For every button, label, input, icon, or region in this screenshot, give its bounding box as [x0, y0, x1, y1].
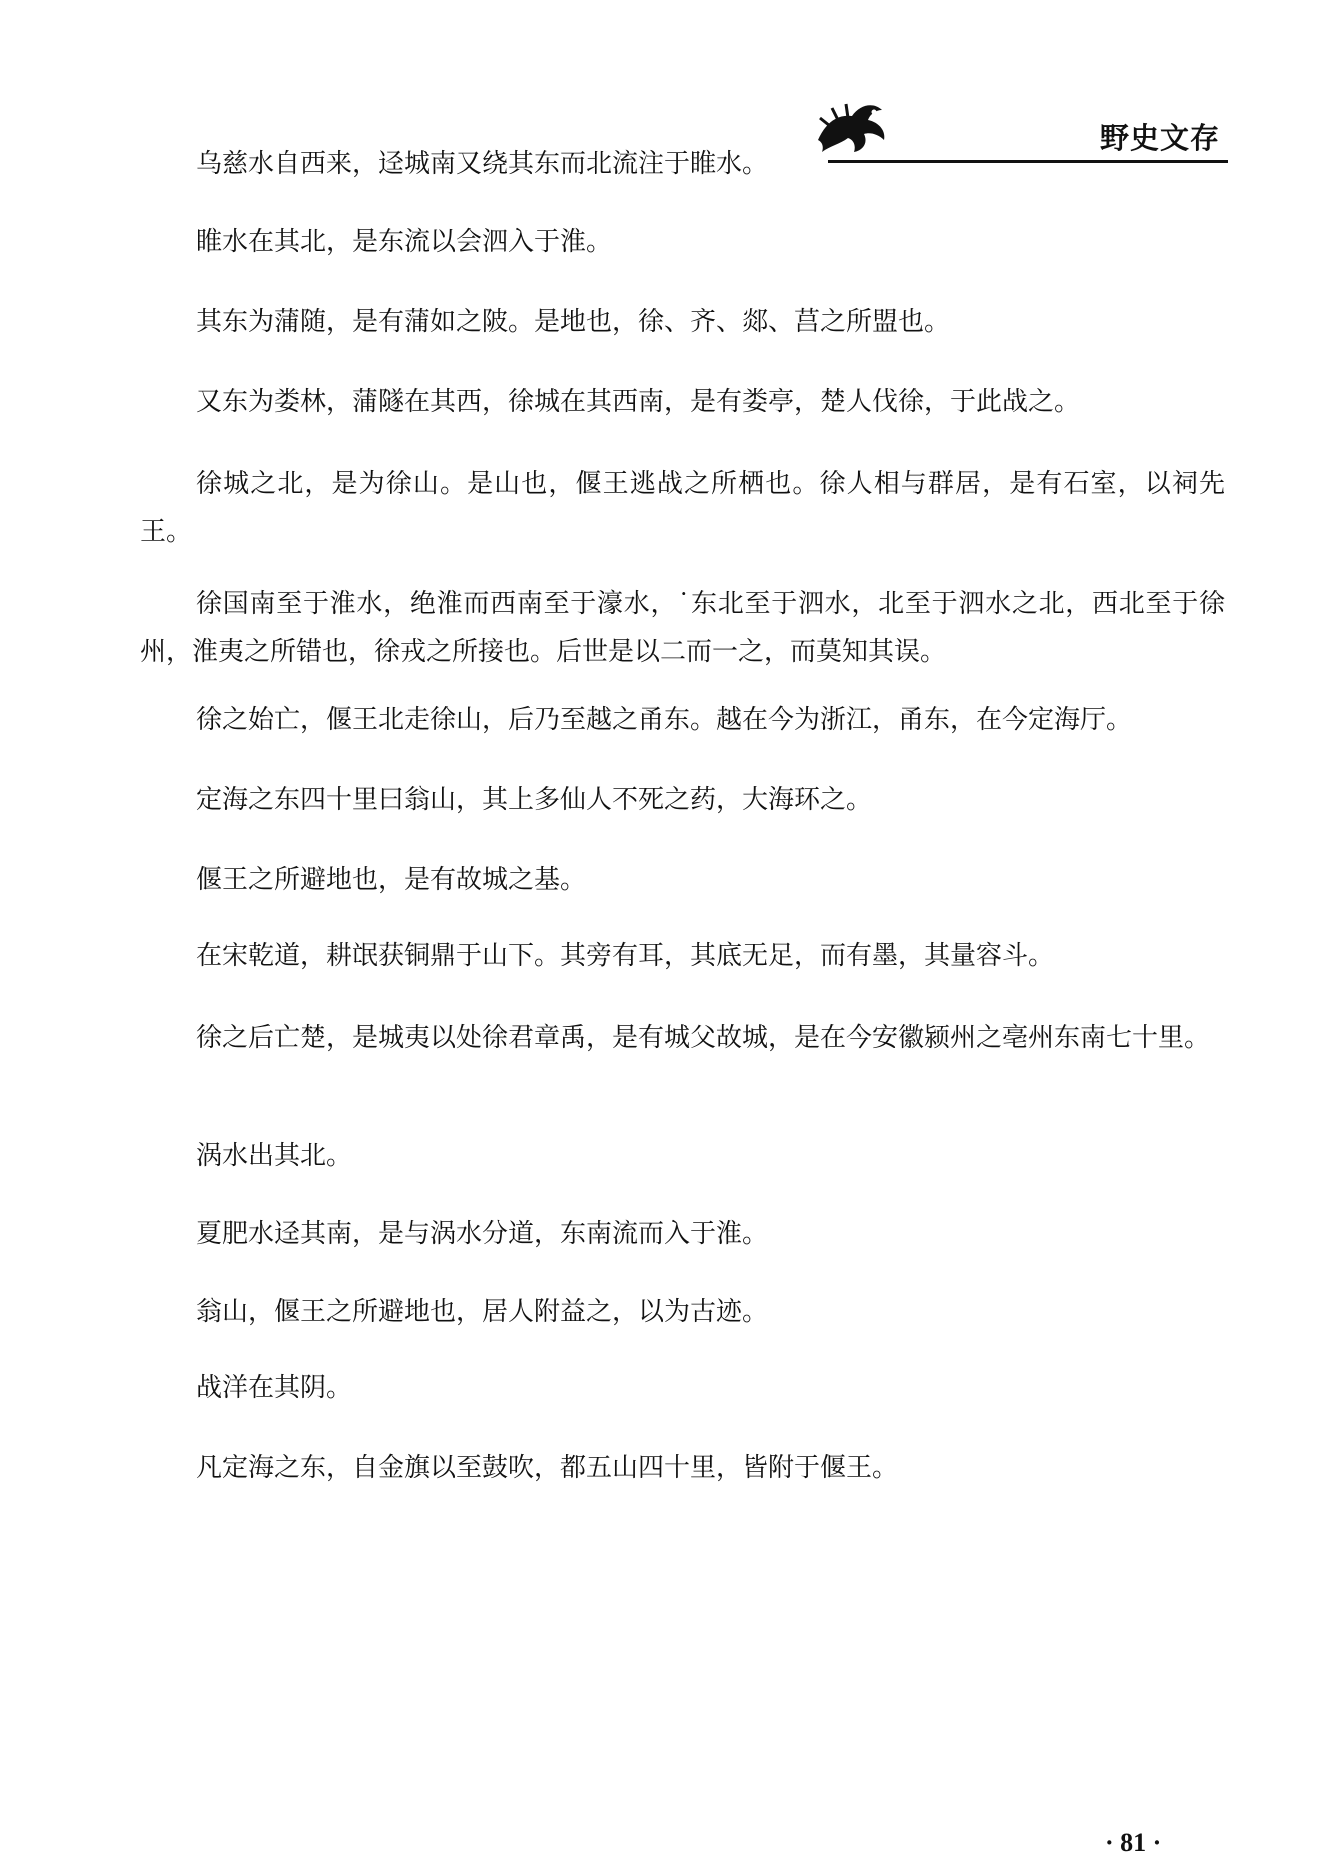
paragraph-14: 翁山，偃王之所避地也，居人附益之，以为古迹。	[196, 1297, 769, 1327]
paragraph-10: 在宋乾道，耕氓获铜鼎于山下。其旁有耳，其底无足，而有墨，其量容斗。	[196, 941, 1055, 971]
paragraph-15: 战洋在其阴。	[196, 1373, 353, 1403]
page-number: · 81 ·	[1105, 1828, 1162, 1857]
paragraph-8: 定海之东四十里曰翁山，其上多仙人不死之药，大海环之。	[196, 785, 873, 815]
paragraph-4: 又东为娄林，蒲隧在其西，徐城在其西南，是有娄亭，楚人伐徐，于此战之。	[196, 387, 1081, 417]
paragraph-6: 徐国南至于淮水，绝淮而西南至于濠水，˙东北至于泗水，北至于泗水之北，西北至于徐州，淮夷之所错也，徐戎之所接也。后世是以二而一之，而莫知其误。	[140, 589, 1225, 667]
paragraph-16: 凡定海之东，自金旗以至鼓吹，都五山四十里，皆附于偃王。	[196, 1453, 899, 1483]
paragraph-7: 徐之始亡，偃王北走徐山，后乃至越之甬东。越在今为浙江，甬东，在今定海厅。	[196, 705, 1133, 735]
paragraph-9: 偃王之所避地也，是有故城之基。	[196, 865, 587, 895]
paragraph-5: 徐城之北，是为徐山。是山也，偃王逃战之所栖也。徐人相与群居，是有石室，以祠先王。	[140, 469, 1225, 547]
paragraph-12: 涡水出其北。	[196, 1141, 353, 1171]
book-title: 野史文存	[1099, 121, 1220, 155]
paragraph-11: 徐之后亡楚，是城夷以处徐君章禹，是有城父故城，是在今安徽颍州之亳州东南七十里。	[196, 1023, 1211, 1053]
paragraph-13: 夏肥水迳其南，是与涡水分道，东南流而入于淮。	[196, 1219, 769, 1249]
paragraph-2: 睢水在其北，是东流以会泗入于淮。	[196, 227, 613, 257]
paragraph-1: 乌慈水自西来，迳城南又绕其东而北流注于睢水。	[196, 149, 769, 179]
paragraph-3: 其东为蒲随，是有蒲如之陂。是地也，徐、齐、郯、莒之所盟也。	[196, 307, 951, 337]
